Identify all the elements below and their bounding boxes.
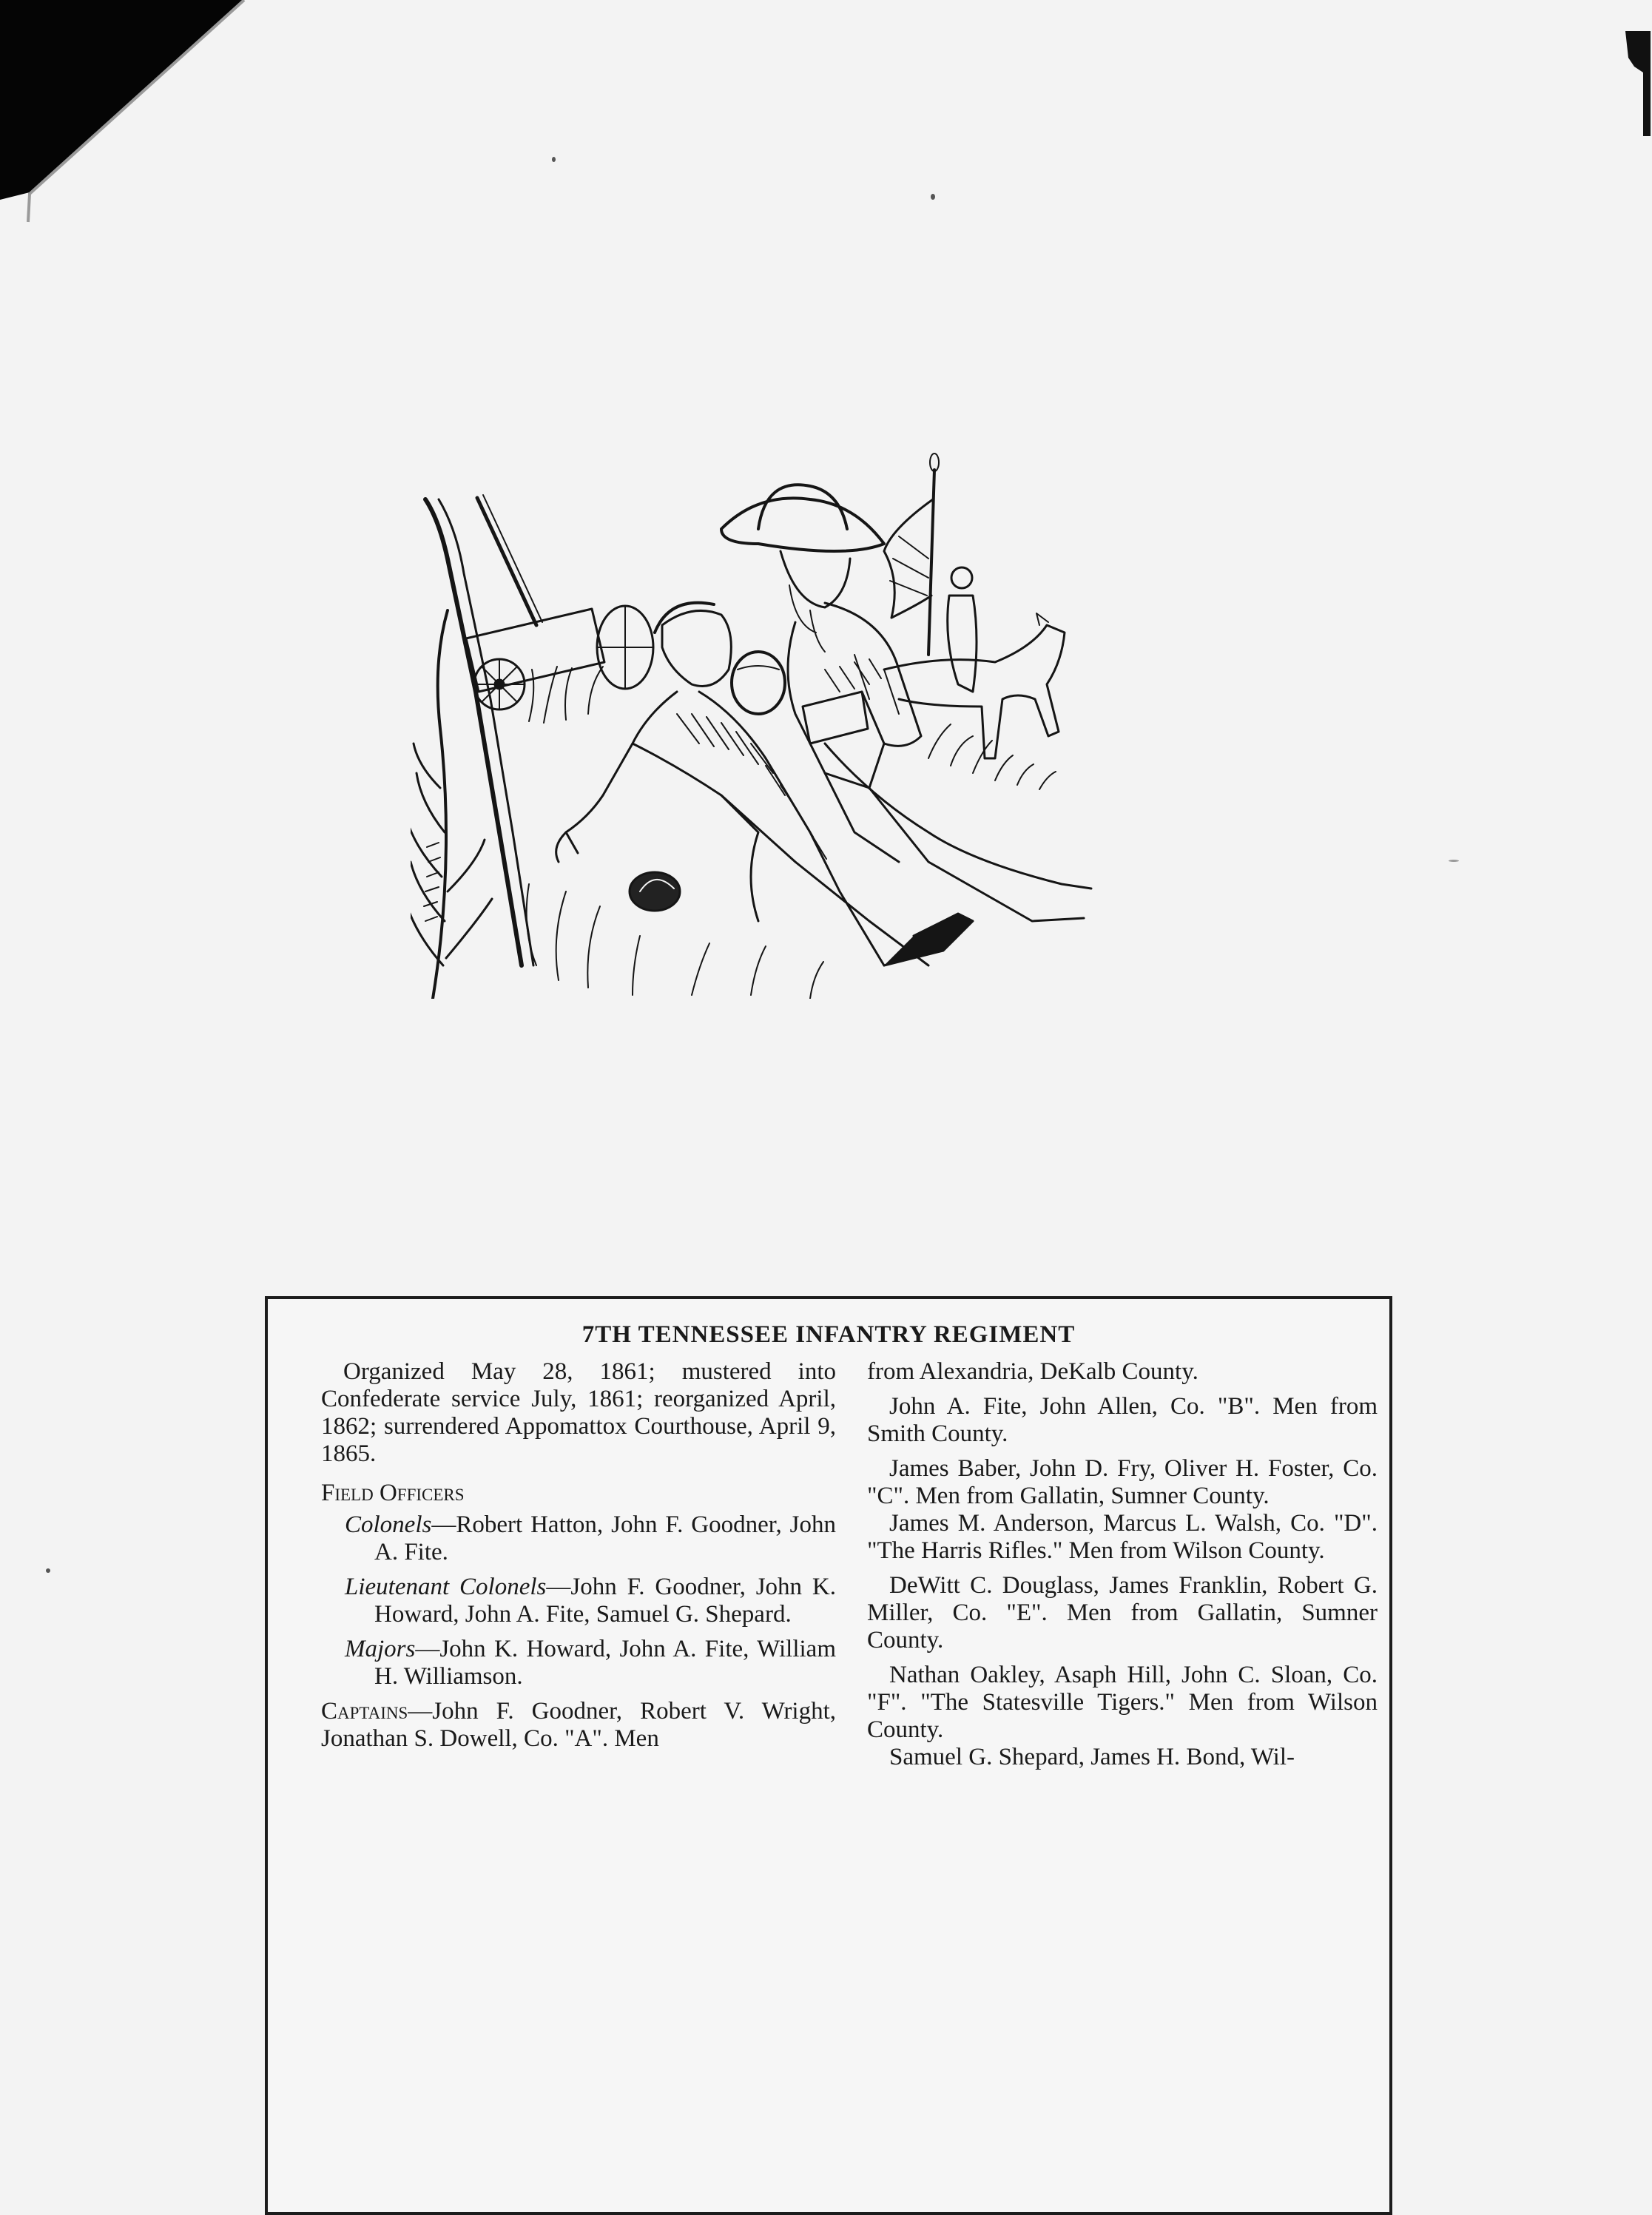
speck xyxy=(1449,860,1459,862)
majors-names: —John K. Howard, John A. Fite, William H. Williamson. xyxy=(374,1636,836,1690)
regiment-info-box xyxy=(265,1296,1392,2215)
company-f-entry: Nathan Oakley, Asaph Hill, John C. Sloan, Co. "F". "The Statesville Tigers." Men from Wilson County. xyxy=(867,1662,1378,1743)
folded-corner-icon xyxy=(0,0,252,237)
colonels-entry xyxy=(321,1511,836,1566)
organization-history: Organized May 28, 1861; mustered into Confederate service July, 1861; reorganized April, 1862; surrendered Appomattox Courthouse, April 9, 1865. xyxy=(321,1358,836,1467)
captains-label: Captains xyxy=(321,1698,408,1725)
left-column xyxy=(321,1358,836,1753)
edge-mark xyxy=(1624,28,1652,139)
company-e-entry: DeWitt C. Douglass, James Franklin, Robert G. Miller, Co. "E". Men from Gallatin, Sumner County. xyxy=(867,1572,1378,1653)
company-d-entry: James M. Anderson, Marcus L. Walsh, Co. "D". "The Harris Rifles." Men from Wilson County. xyxy=(867,1510,1378,1564)
colonels-names: —Robert Hatton, John F. Goodner, John A. Fite. xyxy=(374,1511,836,1565)
speck xyxy=(931,194,935,200)
captains-co-a: —John F. Goodner, Robert V. Wright, Jonathan S. Dowell, Co. "A". Men xyxy=(321,1698,836,1752)
captains-entry xyxy=(321,1698,836,1753)
lt-colonels-entry xyxy=(321,1574,836,1628)
right-column xyxy=(867,1358,1378,1771)
speck xyxy=(552,157,556,162)
regiment-title: 7TH TENNESSEE INFANTRY REGIMENT xyxy=(581,1321,1076,1348)
lt-colonels-names: —John F. Goodner, John K. Howard, John A. Fite, Samuel G. Shepard. xyxy=(374,1574,836,1628)
company-g-entry: Samuel G. Shepard, James H. Bond, Wil- xyxy=(889,1744,1295,1770)
company-c-entry: James Baber, John D. Fry, Oliver H. Foster, Co. "C". Men from Gallatin, Sumner County. xyxy=(867,1455,1378,1509)
company-b-entry: John A. Fite, John Allen, Co. "B". Men from Smith County. xyxy=(867,1393,1378,1447)
field-officers-heading: Field Officers xyxy=(321,1480,465,1506)
wounded-soldier-illustration xyxy=(411,448,1113,999)
speck xyxy=(46,1568,50,1573)
majors-entry xyxy=(321,1636,836,1690)
lt-colonels-label: Lieutenant Colonels xyxy=(345,1574,547,1600)
colonels-label: Colonels xyxy=(345,1511,432,1538)
majors-label: Majors xyxy=(345,1636,416,1662)
captains-co-a-continued: from Alexandria, DeKalb County. xyxy=(867,1358,1198,1385)
